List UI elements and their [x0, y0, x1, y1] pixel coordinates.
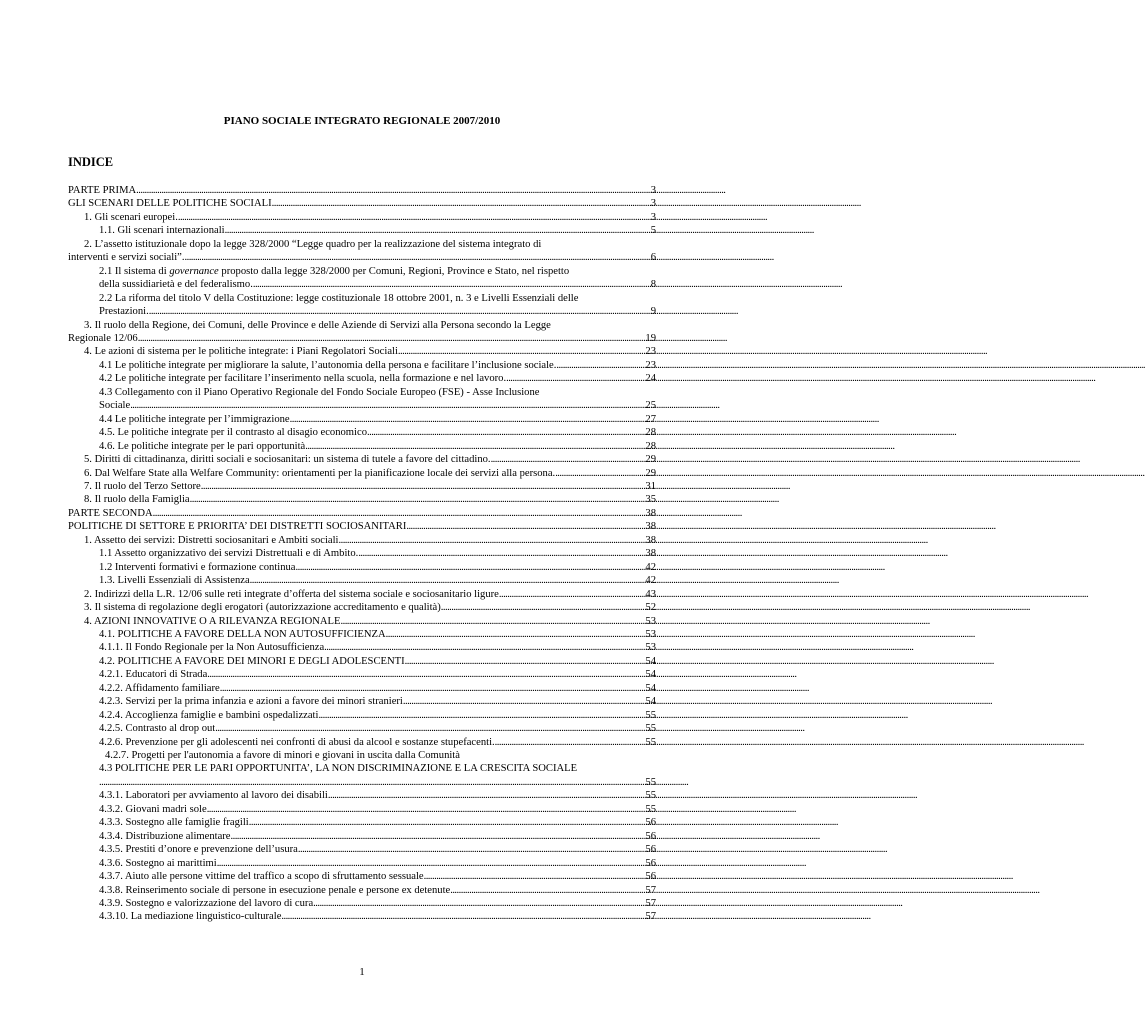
- toc-entry-text: 4.2.4. Accoglienza famiglie e bambini ospedalizzati: [99, 709, 319, 721]
- toc-entry-first-line: 2. L’assetto istituzionale dopo la legge 328/2000 “Legge quadro per la realizzazione del sistema integrato di: [84, 238, 542, 250]
- toc-page-number: 55: [645, 736, 656, 748]
- toc-entry[interactable]: [68, 197, 656, 210]
- toc-page-number: 54: [645, 696, 656, 708]
- toc-leader-dots: [272, 197, 650, 210]
- toc-leader-dots: [313, 897, 644, 910]
- toc-page-number: 54: [645, 682, 656, 694]
- toc-leader-dots: [441, 601, 645, 614]
- toc-entry[interactable]: [68, 884, 656, 897]
- toc-leader-dots: [305, 440, 644, 453]
- toc-entry[interactable]: [68, 386, 656, 413]
- toc-entry[interactable]: [68, 668, 656, 681]
- toc-page-number: 55: [645, 776, 656, 788]
- toc-entry[interactable]: [68, 641, 656, 654]
- toc-entry-text-post: proposto dalla legge 328/2000 per Comuni, Regioni, Province e Stato, nel rispetto: [218, 265, 570, 277]
- toc-leader-dots: [249, 816, 645, 829]
- toc-entry-text: 4.3.2. Giovani madri sole: [99, 803, 207, 815]
- toc-entry[interactable]: [68, 843, 656, 856]
- toc-leader-dots: [491, 453, 645, 466]
- toc-leader-dots: [178, 211, 650, 224]
- toc-entry[interactable]: [68, 211, 656, 224]
- toc-entry-text: 6. Dal Welfare State alla Welfare Community: orientamenti per la pianificazione locale dei servizi alla persona.: [84, 467, 556, 479]
- toc-page-number: 56: [645, 817, 656, 829]
- toc-entry[interactable]: [68, 695, 656, 708]
- toc-entry[interactable]: [68, 453, 656, 466]
- toc-entry[interactable]: [68, 426, 656, 439]
- toc-entry[interactable]: [68, 601, 656, 614]
- toc-entry[interactable]: [68, 520, 656, 533]
- toc-leader-dots: [253, 278, 650, 291]
- toc-entry[interactable]: [68, 736, 656, 749]
- toc-entry[interactable]: [68, 628, 656, 641]
- toc-entry[interactable]: [68, 830, 656, 843]
- toc-page-number: 38: [645, 507, 656, 519]
- toc-entry[interactable]: [68, 816, 656, 829]
- toc-entry-text: 4.3.9. Sostegno e valorizzazione del lavoro di cura: [99, 898, 314, 910]
- toc-entry[interactable]: [68, 440, 656, 453]
- toc-page-number: 56: [645, 871, 656, 883]
- toc-entry[interactable]: [68, 615, 656, 628]
- toc-entry[interactable]: [68, 870, 656, 883]
- toc-entry-text: 4. AZIONI INNOVATIVE O A RILEVANZA REGIONALE: [84, 615, 341, 627]
- toc-entry[interactable]: [68, 372, 656, 385]
- toc-entry[interactable]: [68, 413, 656, 426]
- toc-page-number: 53: [645, 628, 656, 640]
- toc-leader-dots: [318, 709, 644, 722]
- toc-page-number: 53: [645, 642, 656, 654]
- toc-page-number: 38: [645, 548, 656, 560]
- toc-leader-dots: [339, 534, 645, 547]
- toc-leader-dots: [99, 776, 644, 789]
- toc-entry-text-pre: 2.1 Il sistema di: [99, 265, 170, 277]
- index-heading: INDICE: [68, 155, 114, 169]
- toc-entry-text: 4.1.1. Il Fondo Regionale per la Non Autosufficienza: [99, 642, 325, 654]
- document-title: PIANO SOCIALE INTEGRATO REGIONALE 2007/2010: [223, 115, 501, 127]
- toc-leader-dots: [185, 251, 650, 264]
- toc-page-number: 42: [645, 561, 656, 573]
- toc-entry-text: 1.1. Gli scenari internazionali: [99, 225, 225, 237]
- toc-entry-text: 1.3. Livelli Essenziali di Assistenza: [99, 575, 250, 587]
- toc-entry-first-line: 2.2 La riforma del titolo V della Costituzione: legge costituzionale 18 ottobre 2001, n. 3 e Livelli Essenziali delle: [99, 292, 579, 304]
- toc-entry-text: 4.4 Le politiche integrate per l’immigrazione: [99, 413, 290, 425]
- toc-entry-text: Prestazioni.: [99, 306, 149, 318]
- toc-leader-dots: [367, 426, 644, 439]
- toc-entry-text: 4.2.3. Servizi per la prima infanzia e azioni a favore dei minori stranieri: [99, 696, 403, 708]
- toc-entry[interactable]: [68, 265, 656, 292]
- toc-entry[interactable]: [68, 467, 656, 480]
- toc-entry-text: 4.2.6. Prevenzione per gli adolescenti nei confronti di abusi da alcool e sostanze stupefacenti.: [99, 736, 495, 748]
- toc-leader-dots: [495, 736, 645, 749]
- toc-leader-dots: [190, 493, 645, 506]
- toc-leader-dots: [358, 547, 644, 560]
- toc-entry[interactable]: [68, 238, 656, 265]
- toc-leader-dots: [215, 722, 644, 735]
- toc-entry-text: 1.1 Assetto organizzativo dei servizi Distrettuali e di Ambito.: [99, 548, 359, 560]
- toc-entry-text: interventi e servizi sociali”.: [68, 252, 185, 264]
- toc-entry[interactable]: [68, 910, 656, 923]
- toc-leader-dots: [506, 372, 644, 385]
- toc-leader-dots: [207, 668, 644, 681]
- toc-entry-text: della sussidiarietà e del federalismo.: [99, 279, 253, 291]
- toc-leader-dots: [403, 695, 645, 708]
- toc-entry[interactable]: [68, 574, 656, 587]
- toc-page-number: 55: [645, 723, 656, 735]
- toc-page-number: 43: [645, 588, 656, 600]
- toc-entry-text: 4.3.1. Laboratori per avviamento al lavoro dei disabili: [99, 790, 328, 802]
- toc-page-number: 38: [645, 521, 656, 533]
- toc-entry[interactable]: [68, 224, 656, 237]
- toc-leader-dots: [136, 184, 650, 197]
- toc-entry-text: 4. Le azioni di sistema per le politiche integrate: i Piani Regolatori Sociali: [84, 346, 398, 358]
- toc-entry-text: 4.3.10. La mediazione linguistico-culturale: [99, 911, 282, 923]
- toc-entry-text: 4.1 Le politiche integrate per migliorare la salute, l’autonomia della persona e facilitare l’inclusione sociale.: [99, 359, 557, 371]
- toc-entry-text: 8. Il ruolo della Famiglia: [84, 494, 190, 506]
- toc-entry[interactable]: [68, 561, 656, 574]
- toc-entry-text: 4.3.7. Aiuto alle persone vittime del traffico a scopo di sfruttamento sessuale: [99, 871, 424, 883]
- toc-leader-dots: [398, 345, 645, 358]
- toc-page-number: 23: [645, 346, 656, 358]
- toc-page-number: 55: [645, 803, 656, 815]
- toc-page-number: 25: [645, 400, 656, 412]
- toc-entry[interactable]: [68, 480, 656, 493]
- toc-leader-dots: [225, 224, 650, 237]
- toc-entry-text: PARTE SECONDA: [68, 507, 153, 519]
- toc-entry[interactable]: [68, 184, 656, 197]
- toc-entry[interactable]: [68, 319, 656, 346]
- toc-leader-dots: [207, 803, 645, 816]
- toc-entry[interactable]: [68, 789, 656, 802]
- toc-entry[interactable]: [68, 897, 656, 910]
- toc-leader-dots: [130, 399, 644, 412]
- toc-entry-text: 4.2.1. Educatori di Strada: [99, 669, 208, 681]
- toc-entry-text: 4.6. Le politiche integrate per le pari opportunità: [99, 440, 306, 452]
- toc-page-number: 56: [645, 830, 656, 842]
- toc-entry-text: 1. Assetto dei servizi: Distretti sociosanitari e Ambiti sociali: [84, 534, 339, 546]
- toc-leader-dots: [201, 480, 645, 493]
- toc-leader-dots: [424, 870, 645, 883]
- toc-entry[interactable]: [68, 857, 656, 870]
- toc-leader-dots: [290, 413, 645, 426]
- toc-leader-dots: [138, 332, 645, 345]
- toc-page-number: 8: [650, 279, 656, 291]
- toc-entry[interactable]: [68, 345, 656, 358]
- toc-entry-text: Sociale: [99, 400, 131, 412]
- toc-leader-dots: [281, 910, 644, 923]
- toc-page-number: 3: [650, 211, 656, 223]
- toc-page-number: 9: [650, 306, 656, 318]
- toc-entry-text: 4.3.4. Distribuzione alimentare: [99, 830, 231, 842]
- toc-entry-first-line: [99, 265, 656, 278]
- toc-entry-text: 4.2.7. Progetti per l'autonomia a favore di minori e giovani in uscita dalla Comunità: [105, 750, 460, 762]
- toc-entry-text: 4.3.3. Sostegno alle famiglie fragili: [99, 817, 249, 829]
- toc-leader-dots: [250, 574, 645, 587]
- toc-page-number: 3: [650, 198, 656, 210]
- toc-leader-dots: [405, 655, 645, 668]
- toc-entry-text: 4.1. POLITICHE A FAVORE DELLA NON AUTOSUFFICIENZA: [99, 628, 386, 640]
- toc-page-number: 29: [645, 467, 656, 479]
- toc-page-number: 57: [645, 884, 656, 896]
- toc-entry[interactable]: [68, 655, 656, 668]
- toc-entry-text: 4.3.5. Prestiti d’onore e prevenzione dell’usura: [99, 844, 298, 856]
- toc-page-number: 31: [645, 480, 656, 492]
- toc-entry-text: 4.2. POLITICHE A FAVORE DEI MINORI E DEGLI ADOLESCENTI: [99, 655, 405, 667]
- toc-entry[interactable]: [68, 547, 656, 560]
- toc-entry[interactable]: [68, 682, 656, 695]
- toc-page-number: 52: [645, 602, 656, 614]
- toc-page-number: 53: [645, 615, 656, 627]
- toc-entry-text: GLI SCENARI DELLE POLITICHE SOCIALI: [68, 198, 272, 210]
- toc-entry[interactable]: [68, 534, 656, 547]
- toc-page-number: 54: [645, 655, 656, 667]
- toc-entry[interactable]: [68, 749, 656, 762]
- toc-page-number: 42: [645, 575, 656, 587]
- toc-page-number: 24: [645, 373, 656, 385]
- toc-entry-text: Regionale 12/06: [68, 332, 138, 344]
- toc-entry[interactable]: [68, 762, 656, 789]
- toc-entry-text: 2. Indirizzi della L.R. 12/06 sulle reti integrate d’offerta del sistema sociale e sociosanitario ligure: [84, 588, 499, 600]
- toc-entry[interactable]: [68, 709, 656, 722]
- toc-entry-text-emphasis: governance: [169, 265, 219, 277]
- toc-entry-text: 5. Diritti di cittadinanza, diritti sociali e sociosanitari: un sistema di tutele a favore del cittadino.: [84, 454, 491, 466]
- toc-page-number: 19: [645, 332, 656, 344]
- toc-entry-text: 7. Il ruolo del Terzo Settore: [84, 480, 201, 492]
- toc-entry-text: POLITICHE DI SETTORE E PRIORITA’ DEI DISTRETTI SOCIOSANITARI: [68, 521, 407, 533]
- toc-leader-dots: [217, 857, 645, 870]
- toc-entry[interactable]: [68, 359, 656, 372]
- toc-leader-dots: [386, 628, 645, 641]
- toc-leader-dots: [499, 588, 645, 601]
- toc-entry-text: 4.5. Le politiche integrate per il contrasto al disagio economico: [99, 427, 367, 439]
- toc-entry-text: 4.2.2. Affidamento familiare: [99, 682, 220, 694]
- toc-leader-dots: [296, 561, 645, 574]
- toc-leader-dots: [555, 467, 644, 480]
- toc-page-number: 56: [645, 857, 656, 869]
- toc-page-number: 6: [650, 252, 656, 264]
- toc-page-number: 28: [645, 440, 656, 452]
- toc-page-number: 23: [645, 359, 656, 371]
- toc-page-number: 55: [645, 790, 656, 802]
- toc-entry[interactable]: [68, 588, 656, 601]
- toc-page-number: 29: [645, 454, 656, 466]
- toc-page-number: 54: [645, 669, 656, 681]
- toc-entry-first-line: 3. Il ruolo della Regione, dei Comuni, delle Province e delle Aziende di Servizi alla Persona secondo la Legge: [84, 319, 551, 331]
- toc-page-number: 55: [645, 709, 656, 721]
- toc-leader-dots: [450, 884, 644, 897]
- toc-entry[interactable]: [68, 722, 656, 735]
- table-of-contents: [68, 184, 656, 924]
- toc-leader-dots: [220, 682, 645, 695]
- toc-entry[interactable]: [68, 507, 656, 520]
- toc-leader-dots: [406, 520, 644, 533]
- toc-leader-dots: [328, 789, 645, 802]
- toc-entry-text: PARTE PRIMA: [68, 185, 137, 196]
- toc-entry-text: 3. Il sistema di regolazione degli erogatori (autorizzazione accreditamento e qualità): [84, 602, 441, 614]
- toc-page-number: 56: [645, 844, 656, 856]
- toc-leader-dots: [153, 507, 645, 520]
- toc-page-number: 5: [650, 225, 656, 237]
- toc-entry-text: 1.2 Interventi formativi e formazione continua: [99, 561, 296, 573]
- toc-leader-dots: [298, 843, 645, 856]
- toc-entry[interactable]: [68, 493, 656, 506]
- toc-leader-dots: [324, 641, 644, 654]
- toc-page-number: 27: [645, 413, 656, 425]
- toc-leader-dots: [231, 830, 645, 843]
- toc-page-number: 28: [645, 427, 656, 439]
- toc-entry-text: 4.3.8. Reinserimento sociale di persone in esecuzione penale e persone ex detenute: [99, 884, 451, 896]
- toc-entry[interactable]: [68, 292, 656, 319]
- toc-page-number: 57: [645, 898, 656, 910]
- toc-entry[interactable]: [68, 803, 656, 816]
- page-number: 1: [359, 966, 365, 978]
- toc-entry-first-line: 4.3 POLITICHE PER LE PARI OPPORTUNITA’, LA NON DISCRIMINAZIONE E LA CRESCITA SOCIALE: [99, 763, 578, 775]
- toc-leader-dots: [556, 359, 644, 372]
- toc-entry-text: 1. Gli scenari europei.: [84, 211, 178, 223]
- toc-page-number: 38: [645, 534, 656, 546]
- toc-entry-text: 4.3.6. Sostegno ai marittimi: [99, 857, 217, 869]
- toc-entry-text: 4.2.5. Contrasto al drop out: [99, 723, 216, 735]
- toc-leader-dots: [341, 615, 645, 628]
- toc-page-number: 35: [645, 494, 656, 506]
- toc-leader-dots: [149, 305, 650, 318]
- toc-page-number: 3: [650, 185, 656, 196]
- toc-entry-text: 4.2 Le politiche integrate per facilitare l’inserimento nella scuola, nella formazione e nel lavoro.: [99, 373, 507, 385]
- toc-page-number: 57: [645, 911, 656, 923]
- toc-entry-first-line: 4.3 Collegamento con il Piano Operativo Regionale del Fondo Sociale Europeo (FSE) - Asse Inclusione: [99, 386, 540, 398]
